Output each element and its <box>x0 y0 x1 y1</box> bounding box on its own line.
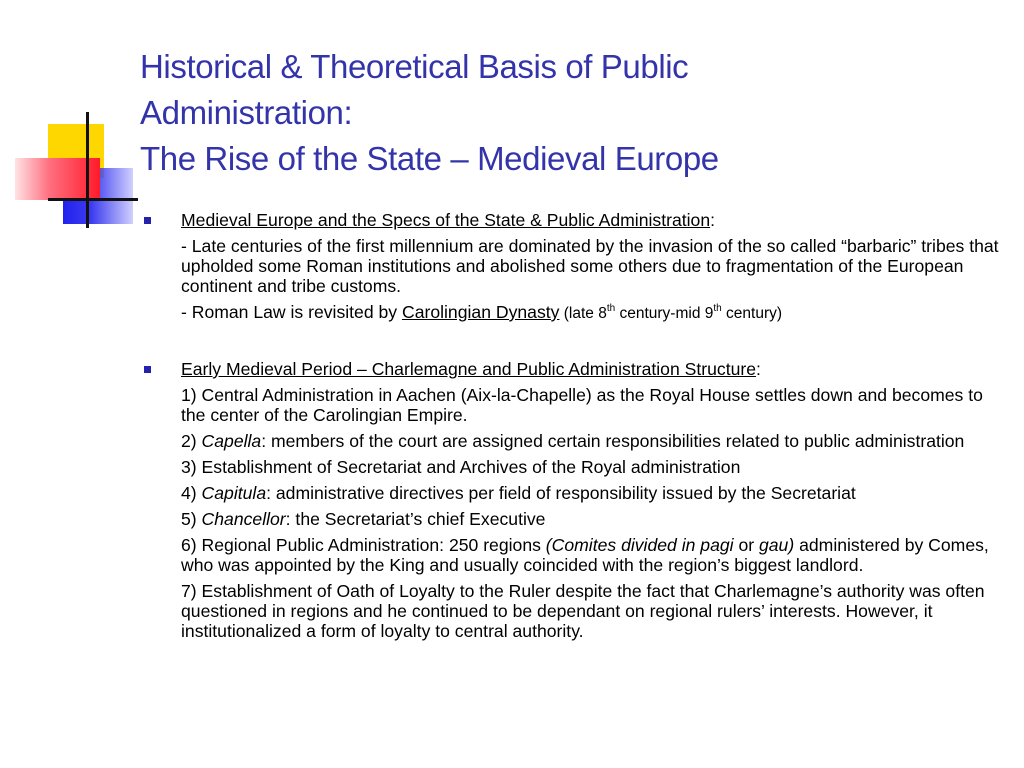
item-5-prefix: 5) <box>181 509 202 529</box>
section-2-item-1: 1) Central Administration in Aachen (Aix-la-Chapelle) as the Royal House settles down and becomes to the center of the Carolingian Empire. <box>181 385 983 425</box>
item-6-prefix: 6) Regional Public Administration: 250 regions <box>181 535 546 555</box>
square-bullet-icon <box>144 366 151 373</box>
item-4-rest: : administrative directives per field of responsibility issued by the Secretariat <box>266 483 856 503</box>
section-2-heading-text: Early Medieval Period – Charlemagne and Public Administration Structure <box>181 359 757 379</box>
section-gap <box>140 330 1000 359</box>
section-2-item-6 <box>140 535 1000 575</box>
item-2-prefix: 2) <box>181 431 202 451</box>
section-2-item-5 <box>140 509 1000 529</box>
item-6-rest: administered by Comes, who was appointed by the King and usually coincided with the region’s biggest landlord. <box>181 535 989 575</box>
p2-sup-a: th <box>606 303 616 315</box>
carolingian-dynasty-link[interactable]: Carolingian Dynasty <box>401 302 560 322</box>
section-2-item-3: 3) Establishment of Secretariat and Archives of the Royal administration <box>181 457 741 477</box>
p2-paren-b: century-mid 9 <box>615 305 714 322</box>
section-2-heading-colon: : <box>756 359 761 379</box>
item-4-prefix: 4) <box>181 483 202 503</box>
section-2-item-7: 7) Establishment of Oath of Loyalty to the Ruler despite the fact that Charlemagne’s authority was often questioned in regions and he continued to be dependant on regional rulers’ interests. However, it institutionalized a form of loyalty to central authority. <box>181 581 985 641</box>
item-5-rest: : the Secretariat’s chief Executive <box>285 509 546 529</box>
item-6-term-2: gau) <box>758 535 795 555</box>
section-1-heading <box>140 210 1000 230</box>
section-1-heading-colon: : <box>710 210 715 230</box>
item-6-mid: or <box>733 535 759 555</box>
p2-prefix: - Roman Law is revisited by <box>181 302 402 322</box>
item-2-rest: : members of the court are assigned certain responsibilities related to public administration <box>261 431 965 451</box>
section-2-heading <box>140 359 1000 379</box>
item-2-term: Capella <box>201 431 262 451</box>
decorative-vertical-line <box>86 112 89 228</box>
section-2-item-4 <box>140 483 1000 503</box>
square-bullet-icon <box>144 217 151 224</box>
section-1-heading-text: Medieval Europe and the Specs of the State & Public Administration <box>181 210 711 230</box>
item-4-term: Capitula <box>201 483 267 503</box>
item-5-term: Chancellor <box>201 509 286 529</box>
slide-content <box>140 210 1000 647</box>
section-2-item-2 <box>140 431 1000 451</box>
p2-sup-b: th <box>713 303 722 315</box>
slide-title <box>140 44 1010 182</box>
section-1-paragraph-1: - Late centuries of the first millennium are dominated by the invasion of the so called “barbaric” tribes that upholded some Roman institutions and abolished some others due to fragmentation of the European continent and tribe customs. <box>181 236 999 296</box>
item-6-term-1: (Comites divided in pagi <box>545 535 734 555</box>
p2-paren-a: (late 8 <box>559 305 607 322</box>
decorative-horizontal-line <box>48 198 138 201</box>
p2-paren-c: century) <box>721 305 783 322</box>
title-line-2: Administration: <box>140 94 353 131</box>
title-line-3: The Rise of the State – Medieval Europe <box>140 140 719 177</box>
section-1-paragraph-2 <box>140 302 1000 324</box>
title-line-1: Historical & Theoretical Basis of Public <box>140 48 689 85</box>
